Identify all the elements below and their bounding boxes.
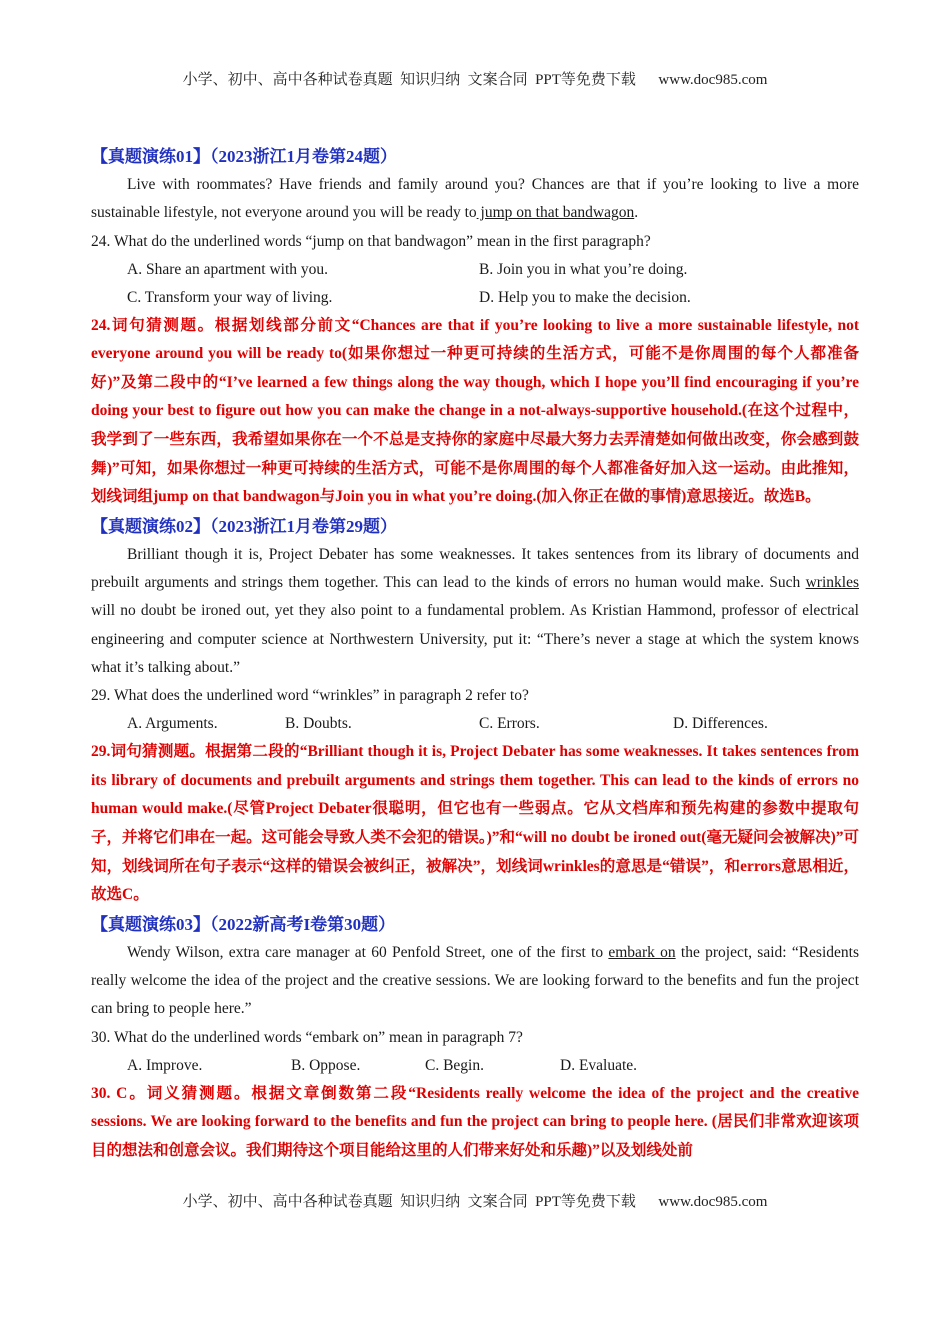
options-row (91, 284, 859, 312)
option-d: D. Differences. (673, 715, 768, 733)
section-title: 【真题演练03】（2022新高考I卷第30题） (91, 914, 396, 934)
underlined-phrase: embark on (608, 943, 676, 961)
section-title: 【真题演练01】（2023浙江1月卷第24题） (91, 147, 397, 166)
option-d: D. Help you to make the decision. (479, 288, 691, 306)
page-header: 小学、初中、高中各种试卷真题 知识归纳 文案合同 PPT等免费下载 www.doc985.com (182, 72, 768, 88)
answer-explanation: 30. C。词义猜测题。根据文章倒数第二段“Residents really welcome the idea of the project and the creative sessions. We are looking forward to the benefits and fun the project can bring to people here. (居民们非常欢迎该项目的想法和创意会议。我们期待这个项目能给这里的人们带来好处和乐趣)”以及划线处前 (91, 1084, 859, 1159)
underlined-word: wrinkles (805, 574, 859, 592)
passage-text: Wendy Wilson, extra care manager at 60 Penfold Street, one of the first to (127, 943, 609, 961)
passage-text: Live with roommates? Have friends and family around you? Chances are that if you’re looking to live a more sustainable lifestyle, not everyone around you will be ready to (91, 176, 859, 222)
passage (91, 171, 859, 228)
question: 29. What does the underlined word “wrinkles” in paragraph 2 refer to? (91, 687, 529, 705)
option-d: D. Evaluate. (560, 1056, 638, 1074)
answer-explanation: 24.词句猜测题。根据划线部分前文“Chances are that if you’re looking to live a more sustainable lifestyle, not everyone around you will be ready to(如果你想过一种更可持续的生活方式，可能不是你周围的每个人都准备好)”及第二段中的“I’ve learned a few things along the way though, which I hope you’ll find encouraging if you’re doing your best to figure out how you can make the change in a not-always-supportive household.(在这个过程中，我学到了一些东西，我希望如果你在一个不总是支持你的家庭中尽最大努力去弄清楚如何做出改变，你会感到鼓舞)”可知，如果你想过一种更可持续的生活方式，可能不是你周围的每个人都准备好加入这一运动。由此推知，划线词组jump on that bandwagon与Join you in what you’re doing.(加入你正在做的事情)意思接近。故选B。 (91, 316, 859, 506)
option-a: A. Arguments. (127, 715, 218, 733)
content (91, 142, 859, 1165)
option-b: B. Join you in what you’re doing. (479, 260, 688, 278)
passage (91, 939, 859, 1024)
underlined-phrase: jump on that bandwagon (476, 204, 635, 222)
passage-text: Brilliant though it is, Project Debater has some weaknesses. It takes sentences from its library of documents and prebuilt arguments and strings them together. This can lead to the kinds of errors no human would make. Such (91, 545, 859, 592)
option-c: C. Errors. (479, 715, 540, 733)
option-b: B. Doubts. (285, 715, 352, 733)
passage (91, 541, 859, 682)
passage-text-end: the project, said: “Residents really welcome the idea of the project and the creative sessions. We are looking forward to the benefits and fun the project can bring to people here.” (91, 943, 859, 1018)
passage-text-end: . (634, 204, 639, 222)
answer-explanation: 29.词句猜测题。根据第二段的“Brilliant though it is, Project Debater has some weaknesses. It takes sentences from its library of documents and prebuilt arguments and strings them together. This can lead to the kinds of errors no human would make.(尽管Project Debater很聪明，但它也有一些弱点。它从文档库和预先构建的参数中提取句子，并将它们串在一起。这可能会导致人类不会犯的错误。)”和“will no doubt be ironed out(毫无疑问会被解决)”可知，划线词所在句子表示“这样的错误会被纠正，被解决”，划线词wrinkles的意思是“错误”，和errors意思相近，故选C。 (91, 743, 859, 904)
question: 30. What do the underlined words “embark on” mean in paragraph 7? (91, 1028, 523, 1046)
option-a: A. Share an apartment with you. (127, 260, 329, 278)
options-row (91, 1052, 859, 1080)
section-2 (91, 512, 859, 910)
passage-text-end: will no doubt be ironed out, yet they also point to a fundamental problem. As Kristian Hammond, professor of electrical engineering and computer science at Northwestern University, put it: “There’s never a stage at which the system knows what it’s talking about.” (91, 602, 859, 676)
option-a: A. Improve. (127, 1056, 203, 1074)
page-footer: 小学、初中、高中各种试卷真题 知识归纳 文案合同 PPT等免费下载 www.doc985.com (182, 1194, 768, 1210)
option-c: C. Begin. (425, 1056, 484, 1074)
section-title: 【真题演练02】（2023浙江1月卷第29题） (91, 516, 397, 536)
options-row (91, 710, 859, 738)
option-b: B. Oppose. (291, 1056, 361, 1074)
options-row (91, 256, 859, 284)
option-c: C. Transform your way of living. (127, 288, 333, 306)
question: 24. What do the underlined words “jump on that bandwagon” mean in the first paragraph? (91, 232, 651, 250)
section-3 (91, 910, 859, 1166)
section-1 (91, 142, 859, 512)
